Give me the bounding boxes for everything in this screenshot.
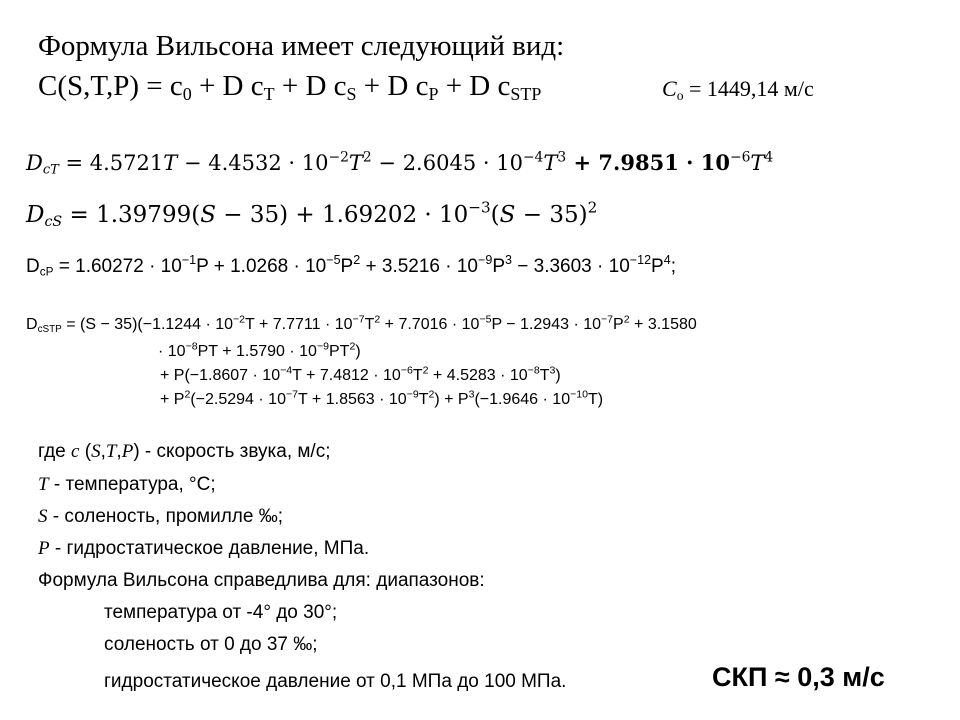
eq-exp: −9 bbox=[478, 253, 493, 268]
eq-exp: −10 bbox=[570, 388, 588, 401]
ranges-title: Формула Вильсона справедлива для: диапазонов: bbox=[38, 570, 485, 591]
note-text: - температура, °С; bbox=[48, 474, 216, 495]
eq-term: = (S − 35)(−1.1244 · 10 bbox=[61, 316, 234, 333]
eq-term: P bbox=[613, 316, 624, 333]
eq-term: = 1.60272 · 10 bbox=[53, 256, 182, 277]
eq-exp: −7 bbox=[285, 388, 298, 401]
equation-dcstp-line-4 bbox=[160, 388, 604, 409]
eq-term: + P bbox=[160, 391, 185, 408]
eq-term: = 4.5721 bbox=[58, 151, 164, 175]
subscript-stp: STP bbox=[510, 84, 542, 105]
eq-term: + 3.5216 · 10 bbox=[360, 256, 479, 277]
eq-term: (−2.5294 · 10 bbox=[190, 391, 286, 408]
c0-value bbox=[662, 76, 814, 102]
note-symbol: P bbox=[121, 441, 134, 462]
eq-var: S bbox=[499, 202, 516, 228]
eq-power: 4 bbox=[764, 149, 774, 166]
eq-exp: −6 bbox=[729, 149, 751, 166]
eq-exp: −6 bbox=[400, 364, 413, 377]
eq-term: + P(−1.8607 · 10 bbox=[160, 367, 281, 384]
subscript-p: P bbox=[428, 84, 439, 105]
eq-lhs-sub: cS bbox=[44, 213, 63, 230]
c0-subscript: о bbox=[676, 87, 684, 103]
eq-power: 2 bbox=[184, 388, 191, 401]
eq-power: 2 bbox=[353, 253, 361, 268]
note-temperature bbox=[38, 474, 216, 496]
eq-term: P + 1.0268 · 10 bbox=[196, 256, 327, 277]
eq-term: = 1.39799( bbox=[62, 202, 201, 228]
formula-lhs: C(S,T,P) = c bbox=[38, 70, 183, 102]
note-text: , bbox=[116, 441, 122, 462]
subscript-s: S bbox=[346, 84, 357, 105]
rms-error: СКП ≈ 0,3 м/с bbox=[712, 662, 885, 692]
eq-var: S bbox=[200, 202, 216, 228]
eq-exp: −2 bbox=[328, 149, 349, 166]
eq-term: − 35) bbox=[515, 202, 588, 228]
eq-exp: −4 bbox=[280, 364, 293, 377]
note-salinity bbox=[38, 506, 283, 528]
eq-exp: −8 bbox=[527, 364, 540, 377]
eq-exp: −5 bbox=[326, 253, 341, 268]
note-symbol: T bbox=[38, 474, 49, 495]
eq-power: 2 bbox=[362, 149, 372, 166]
eq-term: T bbox=[418, 391, 429, 408]
note-text: - гидростатическое давление, МПа. bbox=[49, 538, 370, 559]
note-symbol: T bbox=[105, 441, 117, 462]
eq-term: PT + 1.5790 · 10 bbox=[197, 343, 317, 360]
eq-var: T bbox=[163, 151, 178, 175]
eq-term: T + 1.8563 · 10 bbox=[298, 391, 407, 408]
eq-term: T bbox=[412, 367, 423, 384]
eq-power: 2 bbox=[349, 340, 356, 353]
note-sound-speed bbox=[38, 441, 331, 463]
eq-term: + 3.1580 bbox=[629, 316, 697, 333]
eq-term: P − 1.2943 · 10 bbox=[491, 316, 602, 333]
eq-term: P bbox=[651, 256, 664, 277]
eq-term: T + 7.7711 · 10 bbox=[245, 316, 353, 333]
eq-term: ) bbox=[355, 343, 361, 360]
term-dcs: + D c bbox=[274, 70, 347, 102]
note-symbol: c bbox=[71, 441, 80, 462]
eq-power: 2 bbox=[422, 364, 429, 377]
eq-power: 3 bbox=[505, 253, 512, 268]
eq-term: − 35) + 1.69202 · 10 bbox=[215, 202, 469, 228]
eq-term: − 2.6045 · 10 bbox=[371, 151, 523, 175]
eq-exp: −2 bbox=[233, 313, 246, 326]
eq-term: P bbox=[492, 256, 505, 277]
range-temperature: температура от -4° до 30°; bbox=[104, 602, 338, 623]
wilson-formula bbox=[38, 70, 541, 103]
eq-lhs: D bbox=[26, 256, 40, 277]
eq-exp: −3 bbox=[468, 198, 491, 217]
eq-exp: −9 bbox=[316, 340, 329, 353]
eq-exp: −7 bbox=[352, 313, 365, 326]
note-text: ( bbox=[79, 441, 92, 462]
eq-power: 3 bbox=[468, 388, 475, 401]
eq-term: − 4.4532 · 10 bbox=[177, 151, 329, 175]
eq-term: P bbox=[340, 256, 354, 277]
eq-term: T bbox=[364, 316, 375, 333]
range-salinity: соленость от 0 до 37 ‰; bbox=[104, 634, 318, 655]
eq-exp: −8 bbox=[185, 340, 198, 353]
eq-lhs-sub: cP bbox=[39, 265, 54, 279]
equation-dcstp-line-2 bbox=[158, 340, 361, 361]
eq-power: 4 bbox=[663, 253, 671, 268]
eq-exp: −1 bbox=[181, 253, 197, 268]
eq-var: T bbox=[348, 151, 363, 175]
eq-power: 2 bbox=[374, 313, 381, 326]
eq-term: + 7.7016 · 10 bbox=[380, 316, 480, 333]
note-pressure bbox=[38, 538, 369, 560]
eq-lhs: D bbox=[26, 151, 43, 175]
eq-lhs: D bbox=[26, 202, 45, 228]
page-title: Формула Вильсона имеет следующий вид: bbox=[38, 30, 565, 62]
eq-power: 2 bbox=[623, 313, 630, 326]
eq-term: T + 7.4812 · 10 bbox=[292, 367, 401, 384]
note-symbol: S bbox=[38, 506, 48, 527]
eq-exp: −5 bbox=[479, 313, 492, 326]
note-text: - соленость, промилле ‰; bbox=[47, 506, 284, 527]
eq-exp: −12 bbox=[629, 253, 652, 268]
range-pressure: гидростатическое давление от 0,1 МПа до 100 МПа. bbox=[104, 671, 567, 692]
c0-symbol: C bbox=[662, 76, 677, 101]
eq-var: T bbox=[750, 151, 765, 175]
term-dcp: + D c bbox=[356, 70, 429, 102]
eq-term: − 3.3603 · 10 bbox=[511, 256, 630, 277]
eq-var: T bbox=[543, 151, 558, 175]
note-text: , bbox=[100, 441, 106, 462]
eq-term: ) + P bbox=[434, 391, 469, 408]
note-text: ) - скорость звука, м/с; bbox=[133, 441, 331, 462]
term-dcstp: + D c bbox=[438, 70, 511, 102]
eq-term: + 7.9851 · 10 bbox=[566, 150, 730, 175]
eq-power: 3 bbox=[557, 149, 567, 166]
eq-power: 2 bbox=[587, 198, 598, 217]
note-prefix: где bbox=[38, 441, 72, 462]
equation-dcstp-line-1 bbox=[26, 313, 697, 335]
eq-lhs: D bbox=[26, 316, 38, 333]
equation-dcstp-line-3 bbox=[160, 364, 561, 385]
eq-term: + 4.5283 · 10 bbox=[428, 367, 528, 384]
eq-term: ) bbox=[555, 367, 561, 384]
c0-number: = 1449,14 м/с bbox=[683, 76, 814, 101]
eq-term: T) bbox=[587, 391, 604, 408]
eq-term: PT bbox=[328, 343, 350, 360]
eq-term: (−1.9646 · 10 bbox=[474, 391, 571, 408]
eq-term: ; bbox=[670, 256, 676, 277]
note-symbol: S bbox=[91, 441, 101, 462]
term-dct: + D c bbox=[191, 70, 264, 102]
eq-exp: −9 bbox=[406, 388, 419, 401]
eq-power: 3 bbox=[549, 364, 556, 377]
eq-term: · 10 bbox=[158, 343, 186, 360]
eq-term: ( bbox=[490, 202, 500, 228]
eq-exp: −7 bbox=[601, 313, 614, 326]
equation-dcs bbox=[26, 198, 598, 230]
equation-dcp bbox=[26, 253, 676, 279]
eq-power: 2 bbox=[428, 388, 435, 401]
eq-term: T bbox=[539, 367, 550, 384]
note-symbol: P bbox=[38, 538, 50, 559]
eq-exp: −4 bbox=[522, 149, 544, 166]
eq-lhs-sub: cT bbox=[42, 162, 59, 178]
equation-dct bbox=[26, 149, 774, 178]
subscript-0: 0 bbox=[182, 84, 192, 105]
subscript-t: T bbox=[263, 84, 275, 105]
eq-lhs-sub: cSTP bbox=[37, 323, 62, 335]
